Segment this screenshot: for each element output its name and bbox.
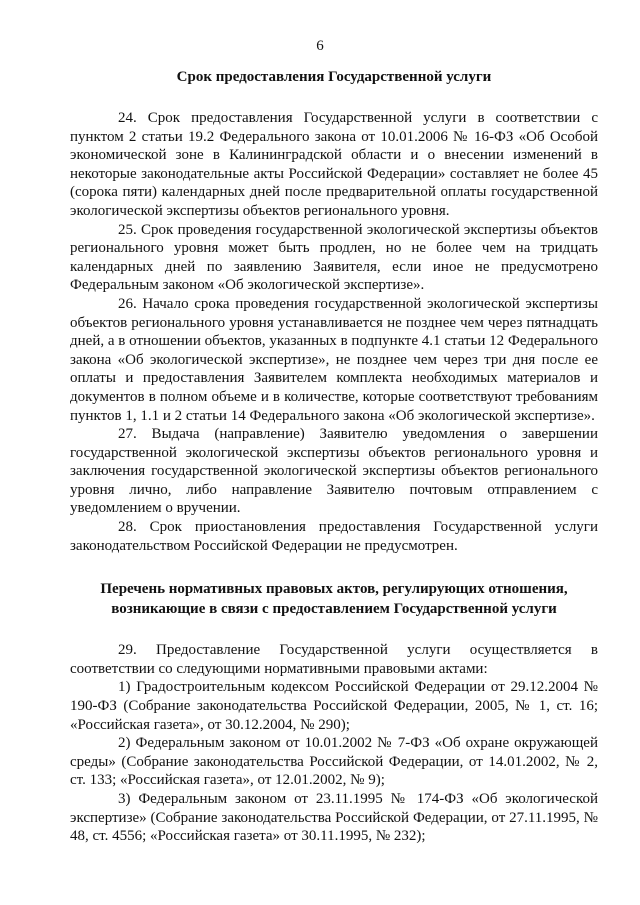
paragraph-26: 26. Начало срока проведения государственной экологической экспертизы объектов регионального уровня устанавливается не позднее чем через пятнадцать дней, а в отношении объектов, указанных в подпункте 4.1 статьи 12 Федерального закона «Об экологической экспертизе», не позднее чем через три дня после ее оплаты и предоставления Заявителем комплекта необходимых материалов и документов в полном объеме и в количестве, которые соответствуют требованиям пунктов 1, 1.1 и 2 статьи 14 Федерального закона «Об экологической экспертизе». — [70, 295, 598, 424]
section-heading-legal-acts-line1: Перечень нормативных правовых актов, регулирующих отношения, — [100, 581, 568, 598]
paragraph-27: 27. Выдача (направление) Заявителю уведомления о завершении государственной экологической экспертизы объектов регионального уровня и заключения государственной экологической экспертизы объектов регионального уровня лично, либо направление Заявителю почтовым отправлением с уведомлением о вручении. — [70, 426, 598, 517]
list-item-3: 3) Федеральным законом от 23.11.1995 № 174-ФЗ «Об экологической экспертизе» (Собрание законодательства Российской Федерации, от 27.11.1995, № 48, ст. 4556; «Российская газета» от 30.11.1995, № 232); — [70, 791, 598, 845]
section-heading-deadline: Срок предоставления Государственной услуги — [176, 69, 492, 85]
document-body — [70, 67, 598, 846]
page-number: 6 — [316, 38, 324, 54]
paragraph-28: 28. Срок приостановления предоставления Государственной услуги законодательством Российской Федерации не предусмотрен. — [70, 519, 598, 554]
section-heading-legal-acts-line2: возникающие в связи с предоставлением Государственной услуги — [111, 601, 557, 618]
list-item-2: 2) Федеральным законом от 10.01.2002 № 7-ФЗ «Об охране окружающей среды» (Собрание законодательства Российской Федерации, от 14.01.2002, № 2, ст. 133; «Российская газета», от 12.01.2002, № 9); — [70, 735, 598, 789]
list-item-1: 1) Градостроительным кодексом Российской Федерации от 29.12.2004 № 190-ФЗ (Собрание законодательства Российской Федерации, 2005, № 1, ст. 16; «Российская газета», от 30.12.2004, № 290); — [70, 679, 598, 733]
paragraph-29: 29. Предоставление Государственной услуги осуществляется в соответствии со следующими нормативными правовыми актами: — [70, 642, 598, 677]
paragraph-24: 24. Срок предоставления Государственной услуги в соответствии с пунктом 2 статьи 19.2 Федерального закона от 10.01.2006 № 16-ФЗ «Об Особой экономической зоне в Калининградской области и о внесении изменений в некоторые законодательные акты Российской Федерации» составляет не более 45 (сорока пяти) календарных дней после предварительной оплаты государственной экологической экспертизы объектов регионального уровня. — [70, 110, 598, 219]
paragraph-25: 25. Срок проведения государственной экологической экспертизы объектов регионального уровня может быть продлен, но не более чем на тридцать календарных дней по заявлению Заявителя, если иное не предусмотрено Федеральным законом «Об экологической экспертизе». — [70, 221, 598, 294]
